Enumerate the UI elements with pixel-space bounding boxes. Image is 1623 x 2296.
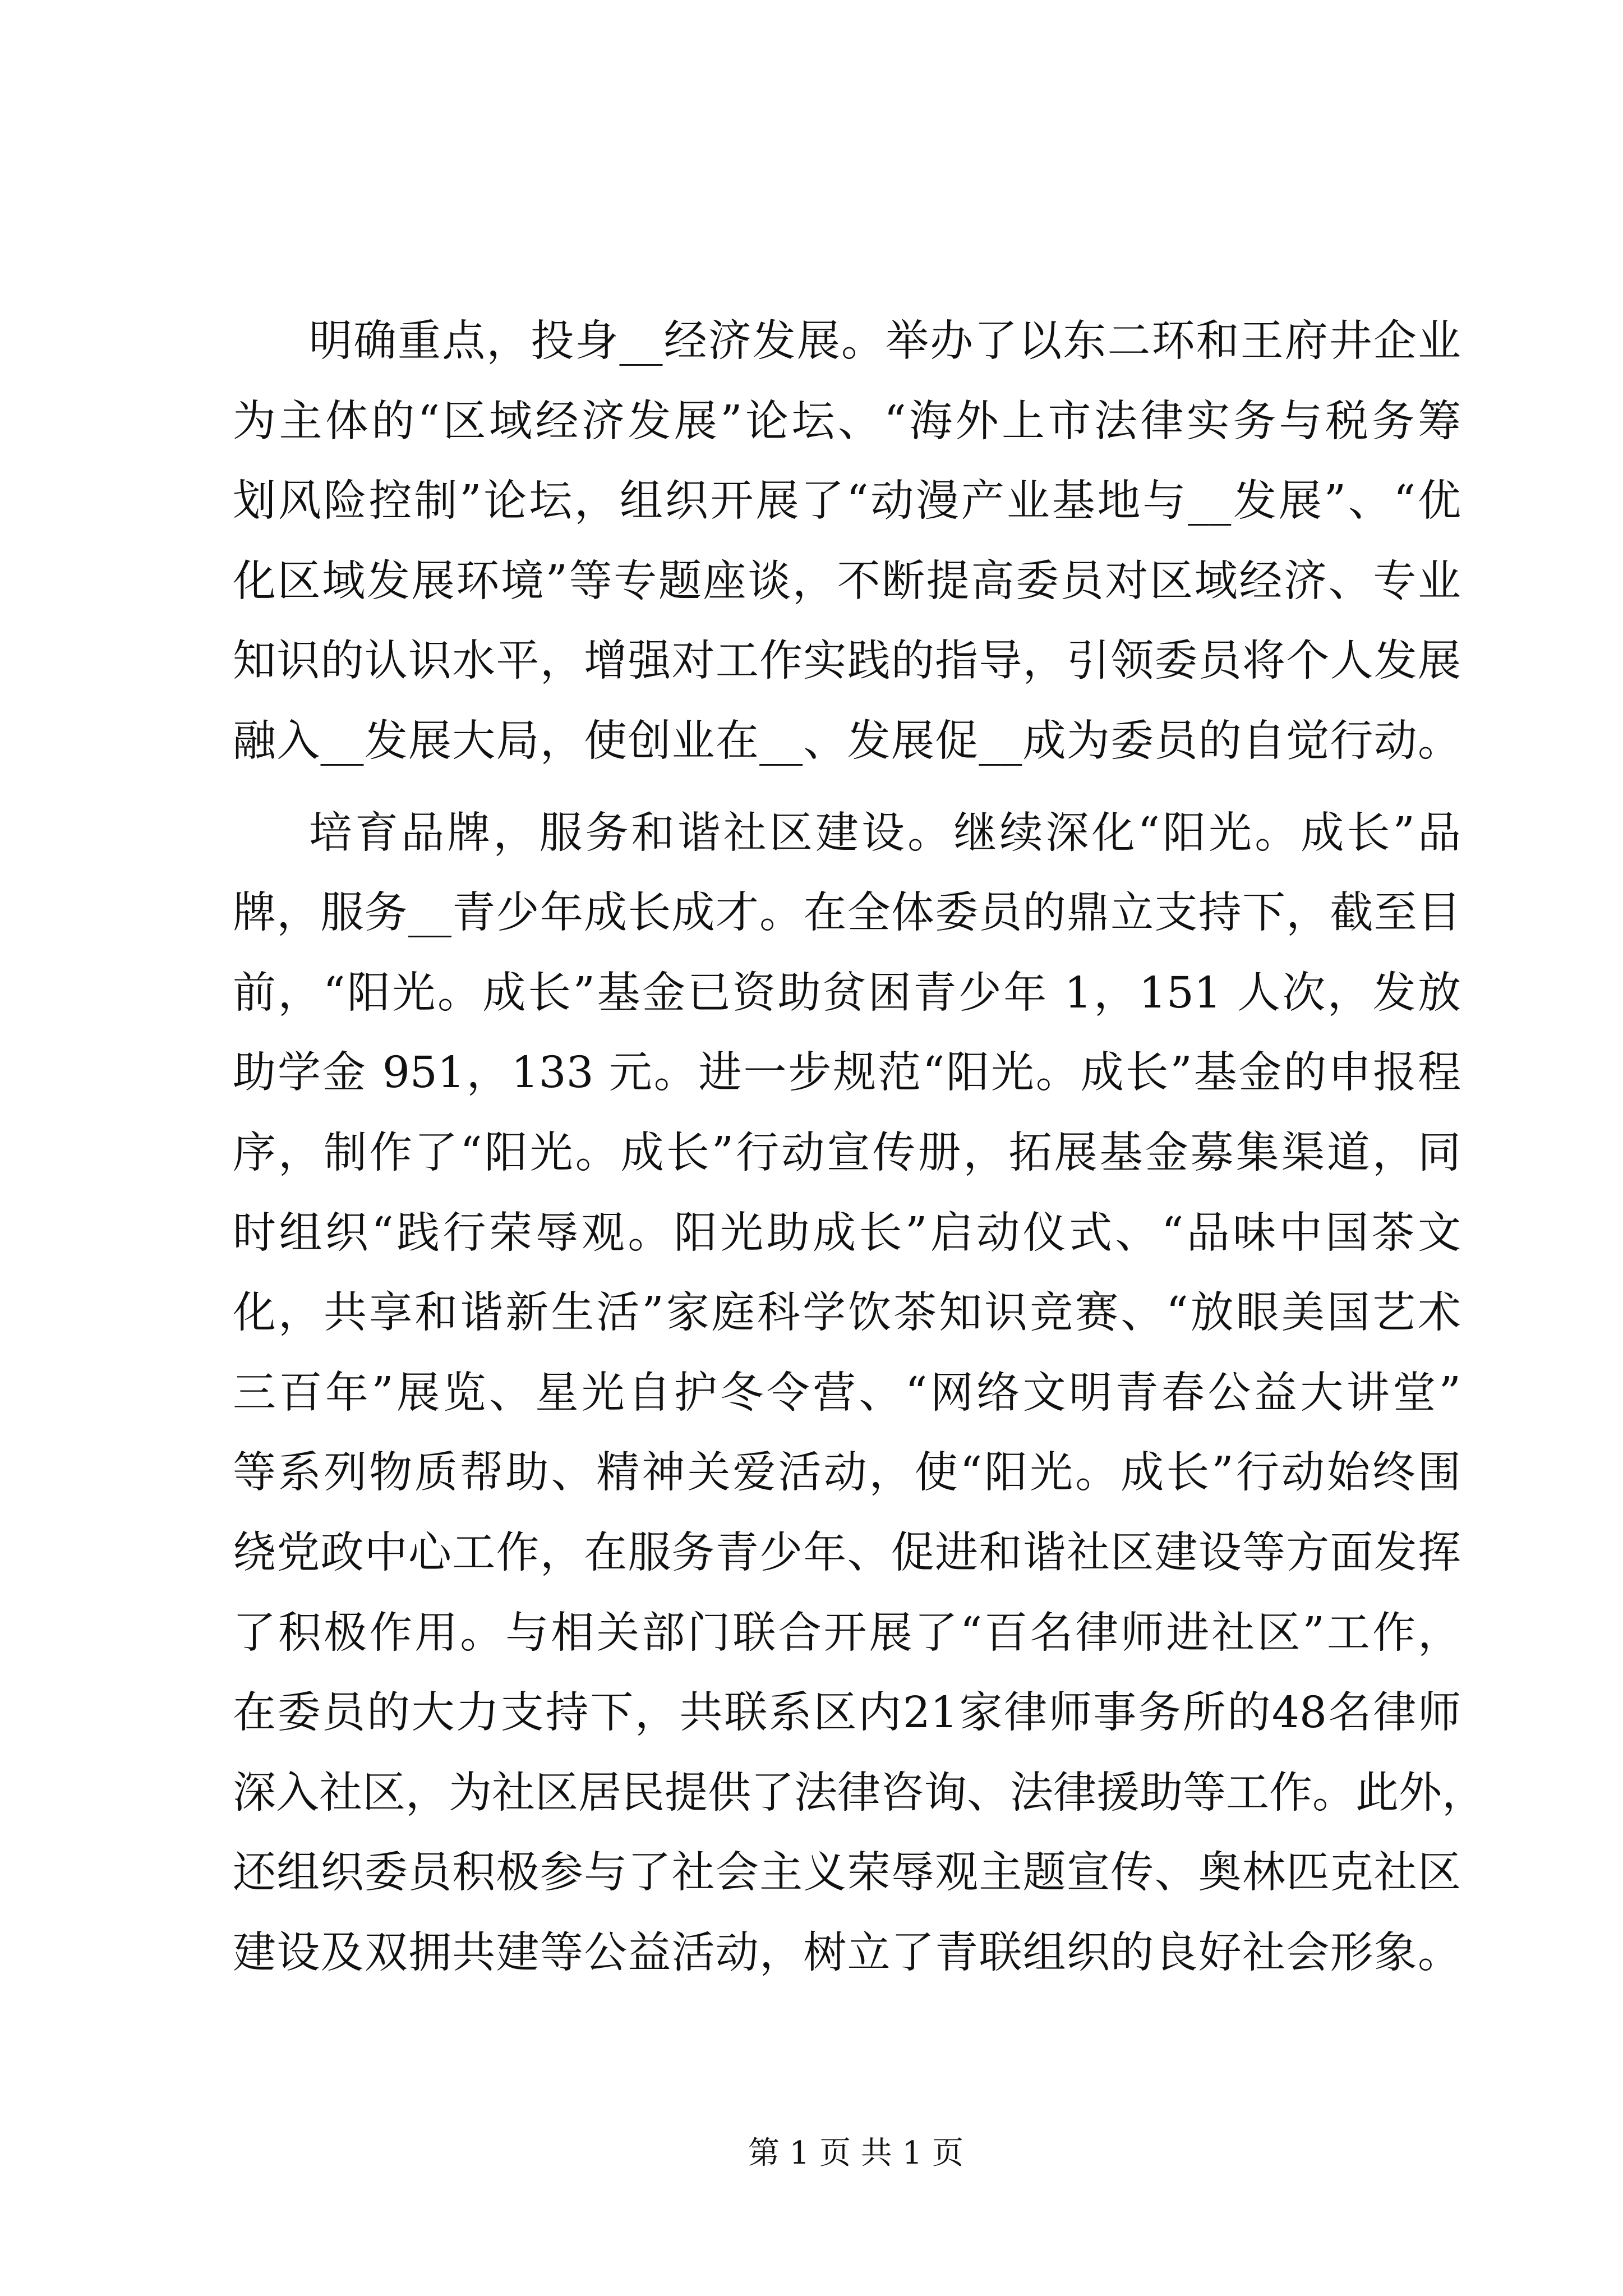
page-footer: 第 1 页 共 1 页 [748, 2135, 964, 2171]
paragraph-line: 化区域发展环境”等专题座谈，不断提高委员对区域经济、专业 [233, 556, 1461, 606]
paragraph-line: 建设及双拥共建等公益活动，树立了青联组织的良好社会形象。 [233, 1927, 1461, 1978]
paragraph-line: 培育品牌，服务和谐社区建设。继续深化“阳光。成长”品 [309, 808, 1461, 858]
paragraph-line: 为主体的“区域经济发展”论坛、“海外上市法律实务与税务筹 [233, 396, 1461, 447]
paragraph-line: 知识的认识水平，增强对工作实践的指导，引领委员将个人发展 [233, 636, 1461, 687]
body-paragraph [233, 302, 1461, 782]
paragraph-line: 在委员的大力支持下，共联系区内21家律师事务所的48名律师 [233, 1688, 1461, 1738]
paragraph-line: 化，共享和谐新生活”家庭科学饮茶知识竞赛、“放眼美国艺术 [233, 1288, 1461, 1338]
document-body [233, 302, 1485, 2005]
paragraph-line: 绕党政中心工作，在服务青少年、促进和谐社区建设等方面发挥 [233, 1527, 1461, 1578]
body-paragraph [233, 794, 1485, 1994]
paragraph-line: 明确重点，投身__经济发展。举办了以东二环和王府井企业 [309, 316, 1461, 366]
paragraph-line: 前，“阳光。成长”基金已资助贫困青少年 1，151 人次，发放 [233, 968, 1461, 1018]
paragraph-line: 了积极作用。与相关部门联合开展了“百名律师进社区”工作， [233, 1608, 1461, 1658]
paragraph-line: 等系列物质帮助、精神关爱活动，使“阳光。成长”行动始终围 [233, 1448, 1461, 1498]
paragraph-line: 助学金 951，133 元。进一步规范“阳光。成长”基金的申报程 [233, 1048, 1461, 1098]
paragraph-line: 融入__发展大局，使创业在__、发展促__成为委员的自觉行动。 [233, 716, 1461, 766]
paragraph-line: 时组织“践行荣辱观。阳光助成长”启动仪式、“品味中国茶文 [233, 1208, 1461, 1258]
paragraph-line: 序，制作了“阳光。成长”行动宣传册，拓展基金募集渠道，同 [233, 1128, 1461, 1178]
paragraph-line: 划风险控制”论坛，组织开展了“动漫产业基地与__发展”、“优 [233, 476, 1461, 527]
paragraph-line: 三百年”展览、星光自护冬令营、“网络文明青春公益大讲堂” [233, 1368, 1461, 1418]
paragraph-line: 牌，服务__青少年成长成才。在全体委员的鼎立支持下，截至目 [233, 888, 1461, 938]
paragraph-line: 还组织委员积极参与了社会主义荣辱观主题宣传、奥林匹克社区 [233, 1848, 1461, 1898]
paragraph-line: 深入社区，为社区居民提供了法律咨询、法律援助等工作。此外， [233, 1768, 1485, 1818]
